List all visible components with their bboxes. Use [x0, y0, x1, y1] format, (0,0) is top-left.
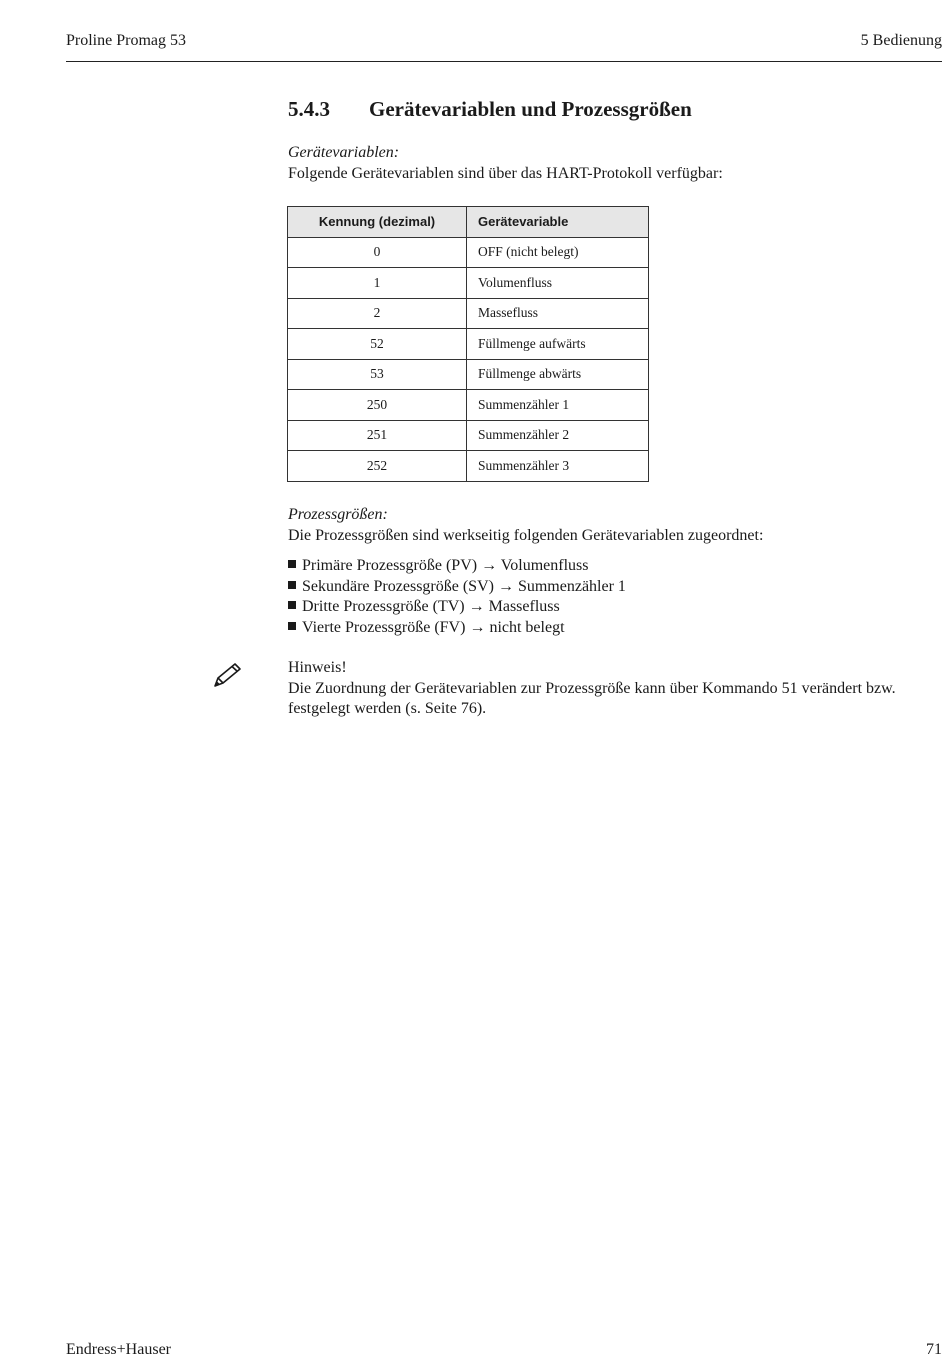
- table-row: [288, 329, 649, 360]
- table-row: [288, 268, 649, 299]
- bullet-icon: [288, 601, 296, 609]
- table-row: [288, 359, 649, 390]
- section-number: 5.4.3: [288, 97, 330, 121]
- cell-variable: Füllmenge abwärts: [467, 359, 649, 390]
- list-item-text: Primäre Prozessgröße (PV) → Volumenfluss: [302, 557, 589, 574]
- cell-id: 53: [288, 359, 467, 390]
- list-item: [288, 556, 626, 577]
- process-vars-intro: Die Prozessgrößen sind werkseitig folgenden Gerätevariablen zugeordnet:: [288, 527, 764, 544]
- pencil-icon: [210, 660, 244, 690]
- device-vars-intro: Folgende Gerätevariablen sind über das HART-Protokoll verfügbar:: [288, 165, 723, 182]
- header-product-name: Proline Promag 53: [66, 32, 186, 49]
- page-header: [66, 32, 942, 62]
- device-variables-table: [287, 206, 649, 482]
- note-text: Die Zuordnung der Gerätevariablen zur Prozessgröße kann über Kommando 51 verändert bzw. festgelegt werden (s. Seite 76).: [288, 679, 896, 717]
- list-item: [288, 577, 626, 598]
- device-vars-heading: Gerätevariablen:: [288, 144, 400, 161]
- footer-brand: Endress+Hauser: [66, 1341, 171, 1358]
- cell-variable: Füllmenge aufwärts: [467, 329, 649, 360]
- column-header-variable: Gerätevariable: [467, 207, 649, 238]
- table-row: [288, 237, 649, 268]
- cell-variable: Summenzähler 3: [467, 451, 649, 482]
- column-header-id: Kennung (dezimal): [288, 207, 467, 238]
- list-item-text: Sekundäre Prozessgröße (SV) → Summenzähler 1: [302, 577, 626, 595]
- cell-variable: Summenzähler 2: [467, 420, 649, 451]
- cell-id: 252: [288, 451, 467, 482]
- list-item: [288, 618, 626, 639]
- cell-id: 52: [288, 329, 467, 360]
- cell-id: 0: [288, 237, 467, 268]
- table-row: [288, 390, 649, 421]
- bullet-icon: [288, 622, 296, 630]
- cell-id: 250: [288, 390, 467, 421]
- header-chapter: 5 Bedienung: [860, 32, 942, 49]
- page-number: 71: [926, 1341, 942, 1358]
- bullet-icon: [288, 581, 296, 589]
- table-row: [288, 451, 649, 482]
- list-item-text: Vierte Prozessgröße (FV) → nicht belegt: [302, 618, 565, 636]
- section-title-text: Gerätevariablen und Prozessgrößen: [369, 97, 692, 121]
- table-row: [288, 420, 649, 451]
- list-item-text: Dritte Prozessgröße (TV) → Massefluss: [302, 598, 560, 615]
- process-vars-heading: Prozessgrößen:: [288, 506, 388, 523]
- bullet-icon: [288, 560, 296, 568]
- cell-variable: Summenzähler 1: [467, 390, 649, 421]
- section-title: [288, 97, 692, 122]
- cell-variable: Volumenfluss: [467, 268, 649, 299]
- note-block: [288, 658, 938, 720]
- table-header-row: [288, 207, 649, 238]
- note-title: Hinweis!: [288, 659, 347, 676]
- cell-variable: Massefluss: [467, 298, 649, 329]
- cell-id: 1: [288, 268, 467, 299]
- table-row: [288, 298, 649, 329]
- cell-id: 251: [288, 420, 467, 451]
- cell-id: 2: [288, 298, 467, 329]
- cell-variable: OFF (nicht belegt): [467, 237, 649, 268]
- process-vars-list: [288, 556, 626, 638]
- list-item: [288, 597, 626, 618]
